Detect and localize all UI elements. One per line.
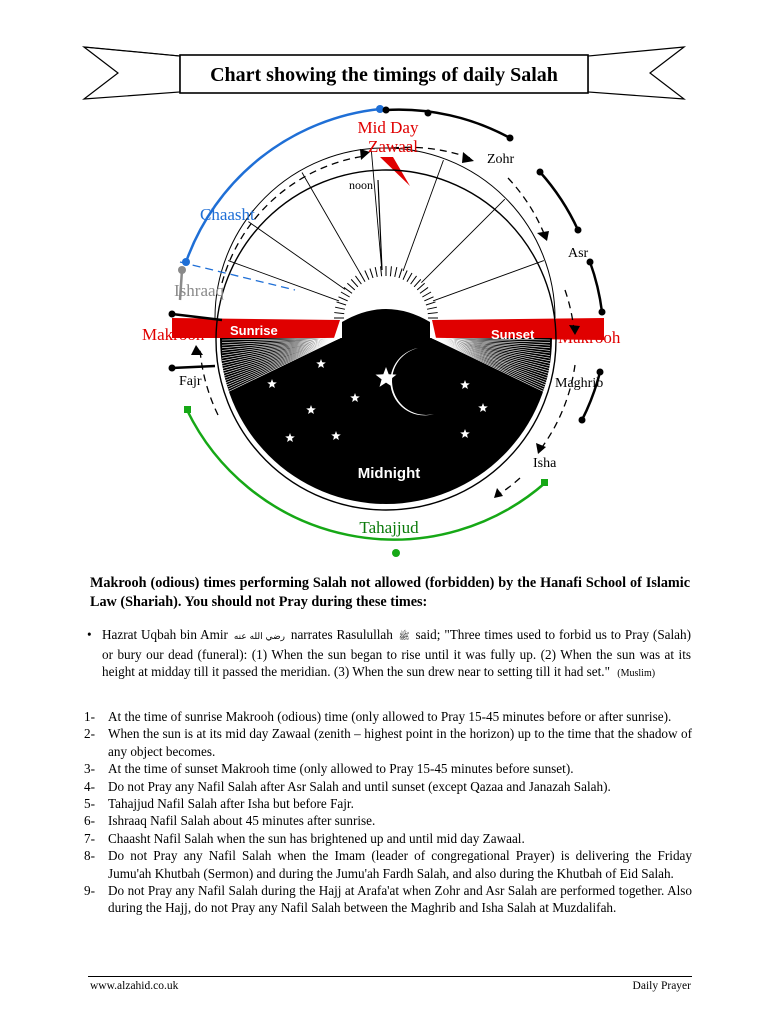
- rule-text: At the time of sunset Makrooh time (only allowed to Pray 15-45 minutes before sunset).: [108, 761, 574, 777]
- maghrib-label: Maghrib: [555, 376, 604, 391]
- hadith-text-c: said; "Three times used to forbid us to Pray (Salah) or bury our dead (funeral): (1) When the sun began to rise until it was fully up. (2) When the sun was at its height at midday till it passed the meridian. (3) When the sun drew near to setting till it had set.": [102, 627, 692, 679]
- rule-item: [84, 882, 692, 917]
- isha-label: Isha: [533, 456, 557, 471]
- rule-number: 7-: [84, 830, 95, 846]
- rule-item: [84, 708, 692, 725]
- chaasht-label: Chaasht: [200, 205, 255, 224]
- sunset-label: Sunset: [491, 327, 535, 342]
- rule-text: When the sun is at its mid day Zawaal (zenith – highest point in the horizon) up to the time that the shadow of any object becomes.: [108, 726, 692, 759]
- page-title: Chart showing the timings of daily Salah: [210, 64, 558, 86]
- rule-item: [84, 847, 692, 882]
- rule-text: Do not Pray any Nafil Salah after Asr Salah and until sunset (except Qazaa and Janazah Salah).: [108, 778, 611, 794]
- hadith-text-a: Hazrat Uqbah bin Amir: [102, 627, 228, 642]
- makrooh-heading: Makrooh (odious) times performing Salah not allowed (forbidden) by the Hanafi School of Islamic Law (Shariah). You should not Pray during these times:: [90, 575, 690, 610]
- rule-text: Do not Pray any Nafil Salah during the Hajj at Arafa'at when Zohr and Asr Salah are performed together. Also during the Hajj, do not Pray any Nafil Salah between the Maghrib and Isha Salah at Muzdalifah.: [108, 883, 692, 916]
- fajr-label: Fajr: [179, 374, 202, 389]
- rule-item: [84, 778, 692, 795]
- footer-website: www.alzahid.co.uk: [90, 980, 179, 992]
- makrooh-left-label: Makrooh: [142, 325, 205, 344]
- sunrise-label: Sunrise: [230, 323, 278, 338]
- honorific-b: ﷺ: [398, 631, 410, 641]
- ishraaq-label: Ishraaq: [174, 281, 225, 300]
- tahajjud-label: Tahajjud: [359, 518, 419, 537]
- rule-text: Do not Pray any Nafil Salah when the Imam (leader of congregational Prayer) is delivering the Friday Jumu'ah Khutbah (Sermon) and during the Jumu'ah Fardh Salah, and also during the Khutbah of Eid Salah.: [108, 848, 692, 881]
- rule-number: 8-: [84, 848, 95, 864]
- rule-item: [84, 830, 692, 847]
- zawaal-label: Zawaal: [367, 137, 419, 156]
- rule-number: 1-: [84, 709, 95, 724]
- rule-text: Chaasht Nafil Salah when the sun has brightened up and until mid day Zawaal.: [108, 830, 525, 846]
- zohr-label: Zohr: [487, 152, 515, 167]
- rule-number: 9-: [84, 883, 95, 899]
- bullet: •: [87, 627, 92, 642]
- noon-line: [378, 180, 382, 270]
- rule-number: 3-: [84, 761, 95, 777]
- midday-label: Mid Day: [357, 118, 419, 137]
- hadith-quote: [87, 626, 691, 683]
- honorific-a: رضي الله عنه: [233, 631, 285, 641]
- rule-item: [84, 795, 692, 812]
- noon-label: noon: [349, 178, 373, 192]
- rule-text: At the time of sunrise Makrooh (odious) time (only allowed to Pray 15-45 minutes before or after sunrise).: [108, 709, 672, 724]
- rule-item: [84, 760, 692, 777]
- rule-item: [84, 812, 692, 829]
- makrooh-right-label: Makrooh: [558, 328, 621, 347]
- rule-item: [84, 725, 692, 760]
- rules-list: [84, 708, 692, 917]
- rule-number: 6-: [84, 813, 95, 829]
- hadith-text-b: narrates Rasulullah: [290, 627, 393, 642]
- title-ribbon: [84, 47, 684, 99]
- footer-divider: [88, 976, 692, 977]
- hadith-source: (Muslim): [617, 668, 656, 679]
- rule-number: 2-: [84, 726, 95, 742]
- midnight-label: Midnight: [357, 465, 421, 482]
- rule-text: Ishraaq Nafil Salah about 45 minutes after sunrise.: [108, 813, 376, 829]
- rule-number: 4-: [84, 778, 95, 794]
- rule-text: Tahajjud Nafil Salah after Isha but before Fajr.: [108, 796, 354, 812]
- rule-number: 5-: [84, 796, 95, 812]
- footer-section: Daily Prayer: [632, 980, 691, 992]
- asr-label: Asr: [568, 246, 589, 261]
